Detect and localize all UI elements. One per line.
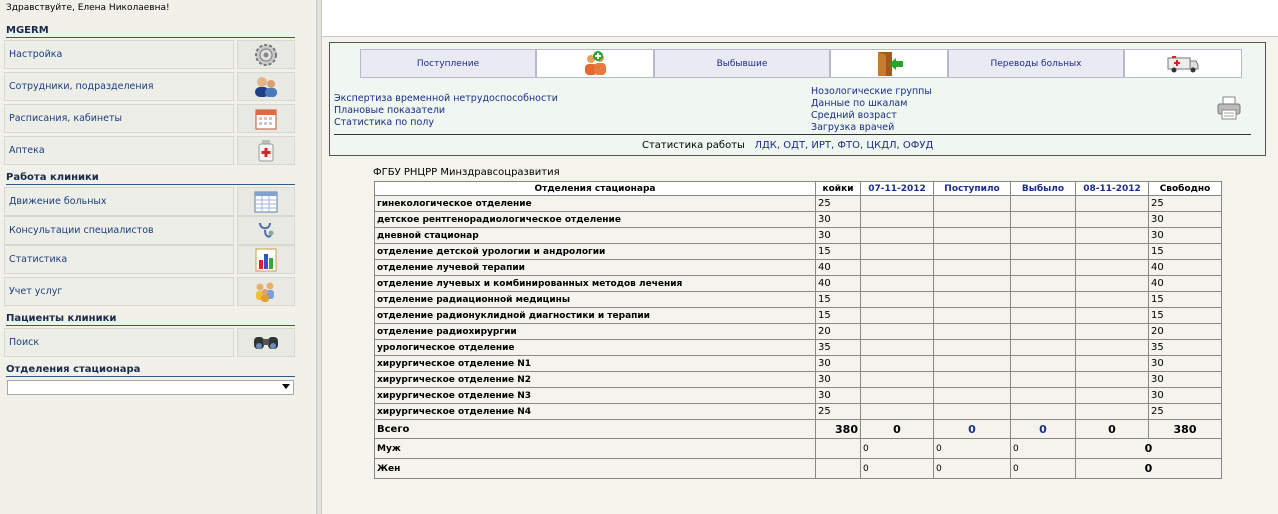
discharged-cell bbox=[1011, 244, 1076, 260]
male-admitted: 0 bbox=[934, 439, 1011, 459]
discharged-cell bbox=[1011, 388, 1076, 404]
col-date-start[interactable]: 07-11-2012 bbox=[861, 182, 934, 196]
discharged-cell bbox=[1011, 356, 1076, 372]
discharged-cell bbox=[1011, 404, 1076, 420]
beds-cell: 35 bbox=[816, 340, 861, 356]
discharged-cell bbox=[1011, 276, 1076, 292]
male-date-end: 0 bbox=[1076, 439, 1222, 459]
total-date-start: 0 bbox=[861, 420, 934, 439]
department-name: гинекологическое отделение bbox=[375, 196, 816, 212]
menu-label[interactable]: Расписания, кабинеты bbox=[4, 104, 234, 133]
link-scale-data[interactable]: Данные по шкалам bbox=[811, 98, 908, 109]
col-department: Отделения стационара bbox=[375, 182, 816, 196]
admitted-cell bbox=[934, 404, 1011, 420]
date-start-cell bbox=[861, 228, 934, 244]
discharged-cell bbox=[1011, 372, 1076, 388]
date-end-cell bbox=[1076, 324, 1149, 340]
link-gender-stats[interactable]: Статистика по полу bbox=[334, 117, 434, 128]
main-content bbox=[322, 0, 1278, 514]
free-cell: 40 bbox=[1149, 260, 1222, 276]
department-name: отделение лучевых и комбинированных методов лечения bbox=[375, 276, 816, 292]
beds-cell: 30 bbox=[816, 372, 861, 388]
total-label: Всего bbox=[375, 420, 816, 439]
table-row bbox=[375, 388, 1222, 404]
total-date-end: 0 bbox=[1076, 420, 1149, 439]
date-start-cell bbox=[861, 244, 934, 260]
department-name: хирургическое отделение N3 bbox=[375, 388, 816, 404]
table-row bbox=[375, 404, 1222, 420]
free-cell: 35 bbox=[1149, 340, 1222, 356]
menu-item-consultations[interactable] bbox=[4, 216, 295, 246]
male-label: Муж bbox=[375, 439, 816, 459]
col-admitted[interactable]: Поступило bbox=[934, 182, 1011, 196]
table-row bbox=[375, 308, 1222, 324]
department-name: хирургическое отделение N4 bbox=[375, 404, 816, 420]
organization-name: ФГБУ РНЦРР Минздравсоцразвития bbox=[373, 167, 560, 178]
male-beds bbox=[816, 439, 861, 459]
free-cell: 20 bbox=[1149, 324, 1222, 340]
table-row bbox=[375, 228, 1222, 244]
work-stats-label: Статистика работы bbox=[642, 140, 745, 151]
menu-item-patient-movement[interactable] bbox=[4, 187, 295, 217]
admitted-cell bbox=[934, 388, 1011, 404]
female-date-start: 0 bbox=[861, 459, 934, 479]
ambulance-icon[interactable] bbox=[1124, 49, 1242, 78]
printer-icon[interactable] bbox=[1216, 95, 1242, 124]
date-end-cell bbox=[1076, 196, 1149, 212]
menu-item-statistics[interactable] bbox=[4, 245, 295, 275]
link-nosology-groups[interactable]: Нозологические группы bbox=[811, 86, 932, 97]
discharged-cell bbox=[1011, 340, 1076, 356]
female-date-end: 0 bbox=[1076, 459, 1222, 479]
menu-item-search[interactable] bbox=[4, 328, 295, 358]
table-row bbox=[375, 260, 1222, 276]
menu-item-schedule[interactable] bbox=[4, 104, 295, 134]
free-cell: 25 bbox=[1149, 196, 1222, 212]
total-discharged[interactable]: 0 bbox=[1011, 420, 1076, 439]
menu-label[interactable]: Аптека bbox=[4, 136, 234, 165]
department-name: отделение лучевой терапии bbox=[375, 260, 816, 276]
beds-cell: 40 bbox=[816, 276, 861, 292]
date-start-cell bbox=[861, 356, 934, 372]
table-row bbox=[375, 276, 1222, 292]
department-beds-table bbox=[374, 181, 1222, 479]
menu-item-staff[interactable] bbox=[4, 72, 295, 102]
discharged-cell bbox=[1011, 260, 1076, 276]
table-row bbox=[375, 324, 1222, 340]
table-row bbox=[375, 372, 1222, 388]
binoculars-icon[interactable] bbox=[237, 328, 295, 357]
people-icon[interactable] bbox=[237, 72, 295, 101]
top-bar bbox=[322, 0, 1278, 37]
exit-door-icon[interactable] bbox=[830, 49, 948, 78]
admitted-cell bbox=[934, 228, 1011, 244]
beds-cell: 30 bbox=[816, 212, 861, 228]
free-cell: 30 bbox=[1149, 228, 1222, 244]
tab-transfers[interactable]: Переводы больных bbox=[948, 49, 1124, 78]
date-end-cell bbox=[1076, 388, 1149, 404]
menu-label[interactable]: Консультации специалистов bbox=[4, 216, 234, 245]
department-name: хирургическое отделение N1 bbox=[375, 356, 816, 372]
date-start-cell bbox=[861, 324, 934, 340]
discharged-cell bbox=[1011, 196, 1076, 212]
tab-admission[interactable]: Поступление bbox=[360, 49, 536, 78]
spreadsheet-icon[interactable] bbox=[237, 187, 295, 216]
stethoscope-icon[interactable] bbox=[237, 216, 295, 245]
link-expertise[interactable]: Экспертиза временной нетрудоспособности bbox=[334, 93, 558, 104]
free-cell: 30 bbox=[1149, 372, 1222, 388]
total-row bbox=[375, 420, 1222, 439]
discharged-cell bbox=[1011, 212, 1076, 228]
admitted-cell bbox=[934, 244, 1011, 260]
left-navigation-panel bbox=[0, 0, 316, 514]
calendar-icon[interactable] bbox=[237, 104, 295, 133]
table-row bbox=[375, 356, 1222, 372]
menu-item-settings[interactable] bbox=[4, 40, 295, 70]
department-select[interactable] bbox=[7, 380, 294, 395]
female-label: Жен bbox=[375, 459, 816, 479]
free-cell: 40 bbox=[1149, 276, 1222, 292]
date-start-cell bbox=[861, 372, 934, 388]
date-end-cell bbox=[1076, 212, 1149, 228]
date-end-cell bbox=[1076, 292, 1149, 308]
col-beds: койки bbox=[816, 182, 861, 196]
female-beds bbox=[816, 459, 861, 479]
date-start-cell bbox=[861, 260, 934, 276]
free-cell: 15 bbox=[1149, 244, 1222, 260]
beds-cell: 30 bbox=[816, 228, 861, 244]
report-panel bbox=[329, 42, 1266, 156]
beds-cell: 15 bbox=[816, 308, 861, 324]
beds-cell: 25 bbox=[816, 196, 861, 212]
male-row bbox=[375, 439, 1222, 459]
admitted-cell bbox=[934, 356, 1011, 372]
date-start-cell bbox=[861, 404, 934, 420]
menu-label[interactable]: Учет услуг bbox=[4, 277, 234, 306]
date-end-cell bbox=[1076, 340, 1149, 356]
department-name: отделение радиационной медицины bbox=[375, 292, 816, 308]
department-name: отделение радионуклидной диагностики и терапии bbox=[375, 308, 816, 324]
gear-icon[interactable] bbox=[237, 40, 295, 69]
discharged-cell bbox=[1011, 292, 1076, 308]
chevron-down-icon[interactable] bbox=[282, 384, 290, 389]
table-header-row bbox=[375, 182, 1222, 196]
department-name: детское рентгенорадиологическое отделение bbox=[375, 212, 816, 228]
admitted-cell bbox=[934, 212, 1011, 228]
link-plan-indicators[interactable]: Плановые показатели bbox=[334, 105, 446, 116]
total-beds: 380 bbox=[816, 420, 861, 439]
table-row bbox=[375, 212, 1222, 228]
date-start-cell bbox=[861, 196, 934, 212]
bar-chart-icon[interactable] bbox=[237, 245, 295, 274]
admitted-cell bbox=[934, 196, 1011, 212]
discharged-cell bbox=[1011, 228, 1076, 244]
table-row bbox=[375, 244, 1222, 260]
free-cell: 30 bbox=[1149, 356, 1222, 372]
admitted-cell bbox=[934, 292, 1011, 308]
group-icon[interactable] bbox=[237, 277, 295, 306]
date-end-cell bbox=[1076, 228, 1149, 244]
col-free: Свободно bbox=[1149, 182, 1222, 196]
menu-label[interactable]: Настройка bbox=[4, 40, 234, 69]
menu-label[interactable]: Поиск bbox=[4, 328, 234, 357]
date-end-cell bbox=[1076, 276, 1149, 292]
date-start-cell bbox=[861, 388, 934, 404]
work-statistics bbox=[642, 140, 933, 151]
col-discharged[interactable]: Выбыло bbox=[1011, 182, 1076, 196]
section-departments: Отделения стационара bbox=[6, 364, 295, 377]
department-name: урологическое отделение bbox=[375, 340, 816, 356]
menu-item-services[interactable] bbox=[4, 277, 295, 307]
admitted-cell bbox=[934, 324, 1011, 340]
free-cell: 30 bbox=[1149, 388, 1222, 404]
department-name: хирургическое отделение N2 bbox=[375, 372, 816, 388]
date-end-cell bbox=[1076, 308, 1149, 324]
admitted-cell bbox=[934, 260, 1011, 276]
beds-cell: 15 bbox=[816, 292, 861, 308]
admitted-cell bbox=[934, 276, 1011, 292]
section-patients: Пациенты клиники bbox=[6, 313, 295, 326]
table-row bbox=[375, 196, 1222, 212]
beds-cell: 25 bbox=[816, 404, 861, 420]
male-discharged: 0 bbox=[1011, 439, 1076, 459]
menu-label[interactable]: Статистика bbox=[4, 245, 234, 274]
menu-item-pharmacy[interactable] bbox=[4, 136, 295, 166]
total-free: 380 bbox=[1149, 420, 1222, 439]
date-start-cell bbox=[861, 212, 934, 228]
free-cell: 15 bbox=[1149, 292, 1222, 308]
date-end-cell bbox=[1076, 372, 1149, 388]
col-date-end[interactable]: 08-11-2012 bbox=[1076, 182, 1149, 196]
date-start-cell bbox=[861, 292, 934, 308]
department-name: дневной стационар bbox=[375, 228, 816, 244]
admitted-cell bbox=[934, 340, 1011, 356]
female-admitted: 0 bbox=[934, 459, 1011, 479]
free-cell: 25 bbox=[1149, 404, 1222, 420]
greeting-text: Здравствуйте, Елена Николаевна! bbox=[6, 3, 170, 13]
department-name: отделение детской урологии и андрологии bbox=[375, 244, 816, 260]
discharged-cell bbox=[1011, 308, 1076, 324]
link-doctor-load[interactable]: Загрузка врачей bbox=[811, 122, 895, 133]
female-discharged: 0 bbox=[1011, 459, 1076, 479]
total-admitted[interactable]: 0 bbox=[934, 420, 1011, 439]
date-start-cell bbox=[861, 340, 934, 356]
link-average-age[interactable]: Средний возраст bbox=[811, 110, 897, 121]
work-stats-links[interactable]: ЛДК, ОДТ, ИРТ, ФТО, ЦКДЛ, ОФУД bbox=[754, 140, 934, 151]
date-end-cell bbox=[1076, 244, 1149, 260]
discharged-cell bbox=[1011, 324, 1076, 340]
beds-cell: 20 bbox=[816, 324, 861, 340]
date-start-cell bbox=[861, 276, 934, 292]
medicine-icon[interactable] bbox=[237, 136, 295, 165]
beds-cell: 30 bbox=[816, 356, 861, 372]
date-end-cell bbox=[1076, 356, 1149, 372]
date-end-cell bbox=[1076, 260, 1149, 276]
menu-label[interactable]: Сотрудники, подразделения bbox=[4, 72, 234, 101]
department-name: отделение радиохирургии bbox=[375, 324, 816, 340]
tab-discharged[interactable]: Выбывшие bbox=[654, 49, 830, 78]
admitted-cell bbox=[934, 308, 1011, 324]
beds-cell: 30 bbox=[816, 388, 861, 404]
free-cell: 30 bbox=[1149, 212, 1222, 228]
date-end-cell bbox=[1076, 404, 1149, 420]
section-mgerm: MGERM bbox=[6, 25, 295, 38]
admitted-cell bbox=[934, 372, 1011, 388]
female-row bbox=[375, 459, 1222, 479]
table-row bbox=[375, 292, 1222, 308]
beds-cell: 40 bbox=[816, 260, 861, 276]
section-clinic: Работа клиники bbox=[6, 172, 295, 185]
menu-label[interactable]: Движение больных bbox=[4, 187, 234, 216]
beds-cell: 15 bbox=[816, 244, 861, 260]
add-patient-icon[interactable] bbox=[536, 49, 654, 78]
male-date-start: 0 bbox=[861, 439, 934, 459]
table-row bbox=[375, 340, 1222, 356]
free-cell: 15 bbox=[1149, 308, 1222, 324]
date-start-cell bbox=[861, 308, 934, 324]
divider-line bbox=[334, 134, 1251, 135]
